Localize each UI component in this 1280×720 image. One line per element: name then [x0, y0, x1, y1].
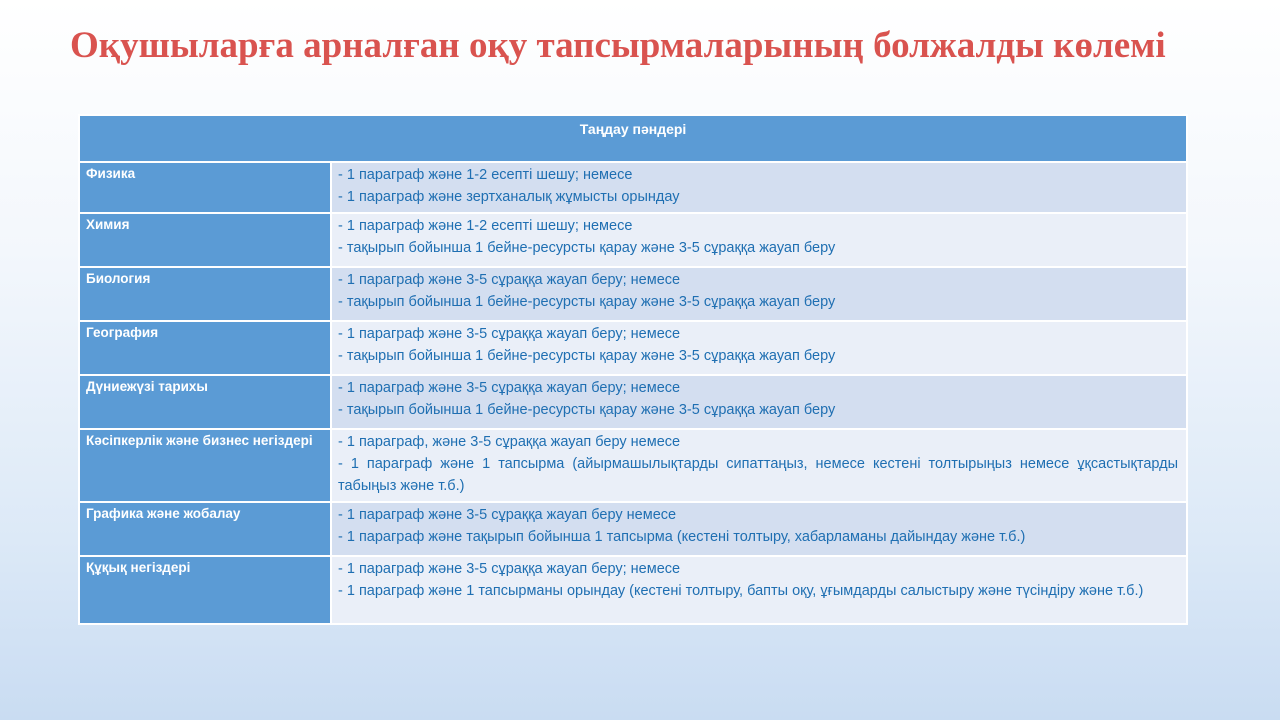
subject-cell: Графика және жобалау	[79, 502, 331, 556]
description-line: - 1 параграф және 3-5 сұраққа жауап беру; немесе	[338, 561, 681, 577]
subject-cell: Кәсіпкерлік және бизнес негіздері	[79, 429, 331, 502]
description-line: - 1 параграф және 1 тапсырманы орындау (кестені толтыру, бапты оқу, ұғымдарды салыстыру және түсіндіру және т.б.)	[338, 583, 1144, 599]
description-cell	[331, 321, 1187, 375]
description-line: - 1 параграф және 3-5 сұраққа жауап беру; немесе	[338, 326, 681, 342]
description-cell	[331, 556, 1187, 624]
page-title: Оқушыларға арналған оқу тапсырмаларының болжалды көлемі	[70, 25, 1166, 66]
subject-cell: Физика	[79, 162, 331, 213]
description-cell	[331, 375, 1187, 429]
table-header: Таңдау пәндері	[79, 115, 1187, 162]
description-line: - 1 параграф және 1 тапсырма (айырмашылықтарды сипаттаңыз, немесе кестені толтырыңыз немесе ұқсастықтарды табыңыз және т.б.)	[338, 456, 1179, 494]
table-row	[79, 375, 1187, 429]
description-line: - 1 параграф және тақырып бойынша 1 тапсырма (кестені толтыру, хабарламаны дайындау және т.б.)	[338, 529, 1026, 545]
table-row	[79, 429, 1187, 502]
description-line: - 1 параграф және 3-5 сұраққа жауап беру немесе	[338, 507, 677, 523]
description-line: - тақырып бойынша 1 бейне-ресурсты қарау және 3-5 сұраққа жауап беру	[338, 294, 836, 310]
description-line: - тақырып бойынша 1 бейне-ресурсты қарау және 3-5 сұраққа жауап беру	[338, 402, 836, 418]
table-row	[79, 556, 1187, 624]
table-row	[79, 213, 1187, 267]
description-line: - 1 параграф және 3-5 сұраққа жауап беру; немесе	[338, 272, 681, 288]
description-line: - 1 параграф, және 3-5 сұраққа жауап беру немесе	[338, 434, 681, 450]
description-cell	[331, 267, 1187, 321]
table-row	[79, 502, 1187, 556]
table-row	[79, 321, 1187, 375]
subject-cell: Дүниежүзі тарихы	[79, 375, 331, 429]
description-cell	[331, 429, 1187, 502]
description-line: - тақырып бойынша 1 бейне-ресурсты қарау және 3-5 сұраққа жауап беру	[338, 240, 836, 256]
description-cell	[331, 213, 1187, 267]
subject-cell: География	[79, 321, 331, 375]
description-line: - 1 параграф және зертханалық жұмысты орындау	[338, 189, 680, 205]
subject-cell: Құқық негіздері	[79, 556, 331, 624]
subject-cell: Биология	[79, 267, 331, 321]
description-line: - 1 параграф және 1-2 есепті шешу; немесе	[338, 167, 633, 183]
subjects-table	[78, 114, 1188, 625]
description-line: - 1 параграф және 1-2 есепті шешу; немесе	[338, 218, 633, 234]
subject-cell: Химия	[79, 213, 331, 267]
table-header-row	[79, 115, 1187, 162]
description-cell	[331, 502, 1187, 556]
description-line: - 1 параграф және 3-5 сұраққа жауап беру; немесе	[338, 380, 681, 396]
description-line: - тақырып бойынша 1 бейне-ресурсты қарау және 3-5 сұраққа жауап беру	[338, 348, 836, 364]
table-row	[79, 162, 1187, 213]
description-cell	[331, 162, 1187, 213]
table-row	[79, 267, 1187, 321]
